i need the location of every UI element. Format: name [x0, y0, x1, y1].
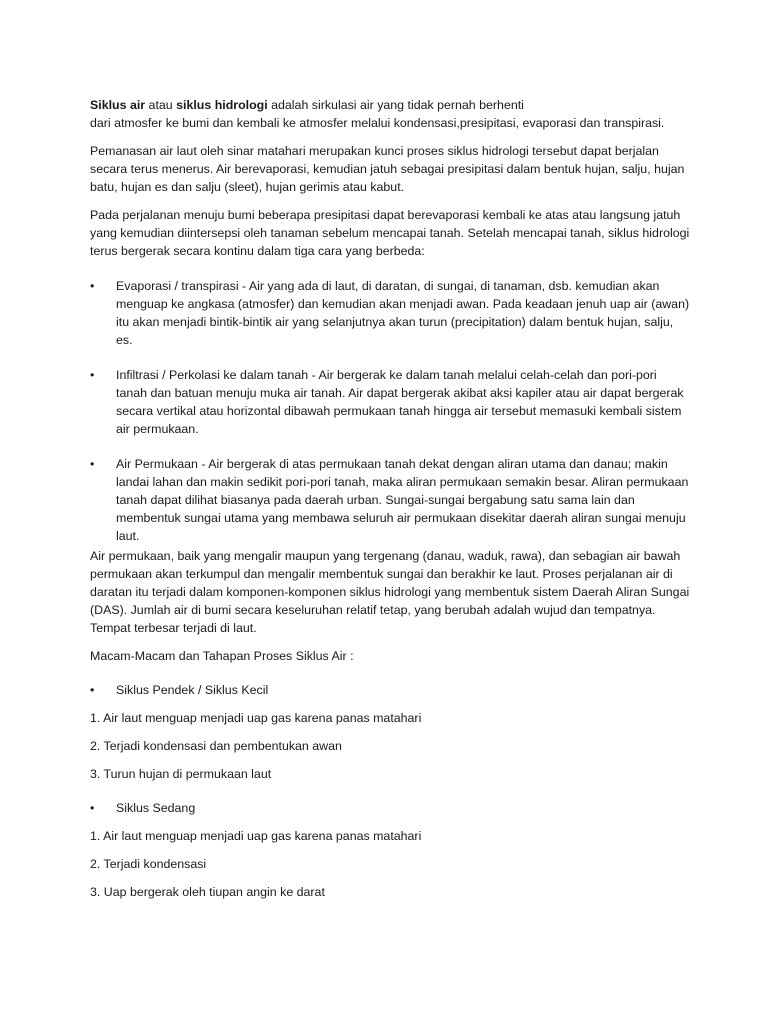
- step-item: 3. Turun hujan di permukaan laut: [90, 767, 272, 781]
- step-item: 2. Terjadi kondensasi: [90, 857, 207, 871]
- bullet-air-permukaan-text: Air Permukaan - Air bergerak di atas permukaan tanah dekat dengan aliran utama dan danau; makin landai lahan dan makin sedikit pori-pori tanah, maka aliran permukaan semakin besar. Aliran permukaan tanah dapat dilihat biasanya pada daerah urban. Sungai-sungai bergabung satu sama lain dan membentuk sungai utama yang membawa seluruh air permukaan disekitar daerah aliran sungai menuju laut.: [116, 457, 689, 543]
- bullet-icon: •: [90, 801, 95, 815]
- list-item: [90, 277, 690, 349]
- bullet-icon: •: [90, 683, 95, 697]
- step-item: 3. Uap bergerak oleh tiupan angin ke darat: [90, 885, 325, 899]
- bullet-icon: •: [90, 457, 95, 471]
- stage-title-sedang: [90, 799, 690, 817]
- stage-title-pendek: [90, 681, 690, 699]
- list-item: [90, 366, 690, 438]
- bullet-icon: •: [90, 279, 95, 293]
- step-item: 2. Terjadi kondensasi dan pembentukan awan: [90, 739, 342, 753]
- term-siklus-hidrologi: siklus hidrologi: [176, 98, 268, 112]
- stage-title-text: Siklus Pendek / Siklus Kecil: [116, 683, 269, 697]
- process-bullet-list: [90, 277, 690, 545]
- section-heading: Macam-Macam dan Tahapan Proses Siklus Air :: [90, 649, 354, 663]
- word-atau: atau: [145, 98, 177, 112]
- intro-paragraph: [90, 96, 690, 132]
- paragraph-air-permukaan: Air permukaan, baik yang mengalir maupun yang tergenang (danau, waduk, rawa), dan sebagian air bawah permukaan akan terkumpul dan mengalir membentuk sungai dan berakhir ke laut. Proses perjalanan air di daratan itu terjadi dalam komponen-komponen siklus hidrologi yang membentuk sistem Daerah Aliran Sungai (DAS). Jumlah air di bumi secara keseluruhan relatif tetap, yang berubah adalah wujud dan tempatnya. Tempat terbesar terjadi di laut.: [90, 549, 690, 635]
- intro-line1-rest: adalah sirkulasi air yang tidak pernah berhenti: [267, 98, 524, 112]
- bullet-evaporasi-text: Evaporasi / transpirasi - Air yang ada di laut, di daratan, di sungai, di tanaman, dsb. kemudian akan menguap ke angkasa (atmosfer) dan kemudian akan menjadi awan. Pada keadaan jenuh uap air (awan) itu akan menjadi bintik-bintik air yang selanjutnya akan turun (precipitation) dalam bentuk hujan, salju, es.: [116, 279, 690, 347]
- paragraph-perjalanan: Pada perjalanan menuju bumi beberapa presipitasi dapat berevaporasi kembali ke atas atau langsung jatuh yang kemudian diintersepsi oleh tanaman sebelum mencapai tanah. Setelah mencapai tanah, siklus hidrologi terus bergerak secara kontinu dalam tiga cara yang berbeda:: [90, 208, 690, 258]
- step-item: 1. Air laut menguap menjadi uap gas karena panas matahari: [90, 829, 422, 843]
- step-item: 1. Air laut menguap menjadi uap gas karena panas matahari: [90, 711, 422, 725]
- document-page: [90, 96, 690, 911]
- bullet-infiltrasi-text: Infiltrasi / Perkolasi ke dalam tanah - Air bergerak ke dalam tanah melalui celah-celah dan pori-pori tanah dan batuan menuju muka air tanah. Air dapat bergerak akibat aksi kapiler atau air dapat bergerak secara vertikal atau horizontal dibawah permukaan tanah hingga air tersebut memasuki kembali sistem air permukaan.: [116, 368, 684, 436]
- term-siklus-air: Siklus air: [90, 98, 146, 112]
- list-item: [90, 455, 690, 545]
- intro-line2: dari atmosfer ke bumi dan kembali ke atmosfer melalui kondensasi,presipitasi, evaporasi dan transpirasi.: [90, 116, 665, 130]
- bullet-icon: •: [90, 368, 95, 382]
- paragraph-pemanasan: Pemanasan air laut oleh sinar matahari merupakan kunci proses siklus hidrologi tersebut dapat berjalan secara terus menerus. Air berevaporasi, kemudian jatuh sebagai presipitasi dalam bentuk hujan, salju, hujan batu, hujan es dan salju (sleet), hujan gerimis atau kabut.: [90, 144, 685, 194]
- stage-title-text: Siklus Sedang: [116, 801, 196, 815]
